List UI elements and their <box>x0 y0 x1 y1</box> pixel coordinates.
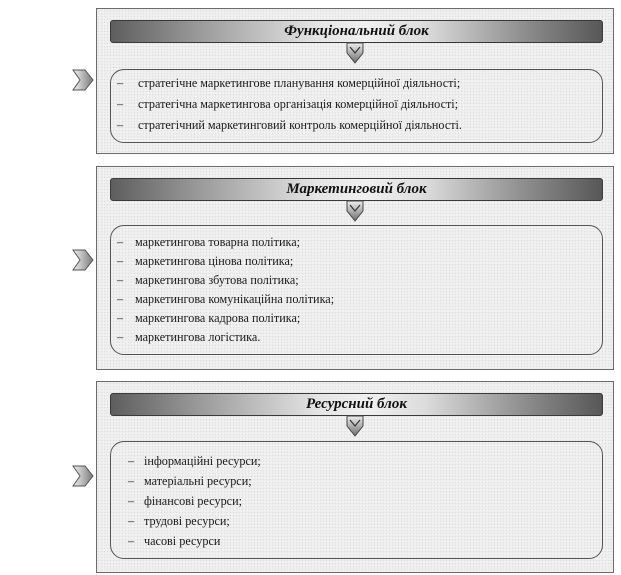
list-item-text: маркетингова цінова політика; <box>135 254 294 268</box>
list-item <box>111 97 602 118</box>
marketing-block-title: Маркетинговий блок <box>110 178 603 201</box>
list-item <box>111 235 602 254</box>
bullet-dash: – <box>128 474 135 488</box>
list-item <box>111 534 602 554</box>
bullet-dash: – <box>117 273 124 287</box>
list-item-text: часові ресурси <box>144 534 221 548</box>
list-item-text: маркетингова товарна політика; <box>135 235 301 249</box>
list-item <box>111 494 602 514</box>
functional-block <box>96 8 614 154</box>
chevron-right-icon <box>72 69 94 91</box>
list-item-text: інформаційні ресурси; <box>144 454 261 468</box>
chevron-down-icon <box>346 415 364 437</box>
list-item-text: фінансові ресурси; <box>144 494 242 508</box>
list-item <box>111 76 602 97</box>
chevron-down-icon <box>346 42 364 64</box>
marketing-block-content <box>110 225 603 355</box>
bullet-dash: – <box>128 534 135 548</box>
list-item-text: маркетингова збутова політика; <box>135 273 299 287</box>
list-item-text: маркетингова кадрова політика; <box>135 311 301 325</box>
marketing-block <box>96 166 614 370</box>
bullet-dash: – <box>117 292 124 306</box>
bullet-dash: – <box>117 254 124 268</box>
bullet-dash: – <box>117 330 124 344</box>
chevron-right-icon <box>72 249 94 271</box>
bullet-dash: – <box>117 76 124 90</box>
resource-block-content <box>110 441 603 559</box>
bullet-dash: – <box>117 235 124 249</box>
functional-block-title: Функціональний блок <box>110 20 603 43</box>
list-item <box>111 273 602 292</box>
list-item-text: стратегічна маркетингова організація комерційної діяльності; <box>138 97 459 111</box>
resource-block-title: Ресурсний блок <box>110 393 603 416</box>
functional-block-content <box>110 69 603 143</box>
list-item-text: матеріальні ресурси; <box>144 474 252 488</box>
list-item <box>111 254 602 273</box>
list-item-text: стратегічне маркетингове планування комерційної діяльності; <box>138 76 461 90</box>
list-item-text: маркетингова логістика. <box>135 330 261 344</box>
list-item-text: маркетингова комунікаційна політика; <box>135 292 335 306</box>
list-item <box>111 330 602 349</box>
chevron-down-icon <box>346 200 364 222</box>
bullet-dash: – <box>128 454 135 468</box>
list-item <box>111 454 602 474</box>
list-item <box>111 292 602 311</box>
list-item <box>111 311 602 330</box>
bullet-dash: – <box>128 514 135 528</box>
list-item <box>111 474 602 494</box>
bullet-dash: – <box>117 97 124 111</box>
chevron-right-icon <box>72 465 94 487</box>
bullet-dash: – <box>117 118 124 132</box>
bullet-dash: – <box>117 311 124 325</box>
list-item-text: стратегічний маркетинговий контроль комерційної діяльності. <box>138 118 462 132</box>
list-item-text: трудові ресурси; <box>144 514 230 528</box>
list-item <box>111 514 602 534</box>
list-item <box>111 118 602 139</box>
bullet-dash: – <box>128 494 135 508</box>
resource-block <box>96 381 614 573</box>
